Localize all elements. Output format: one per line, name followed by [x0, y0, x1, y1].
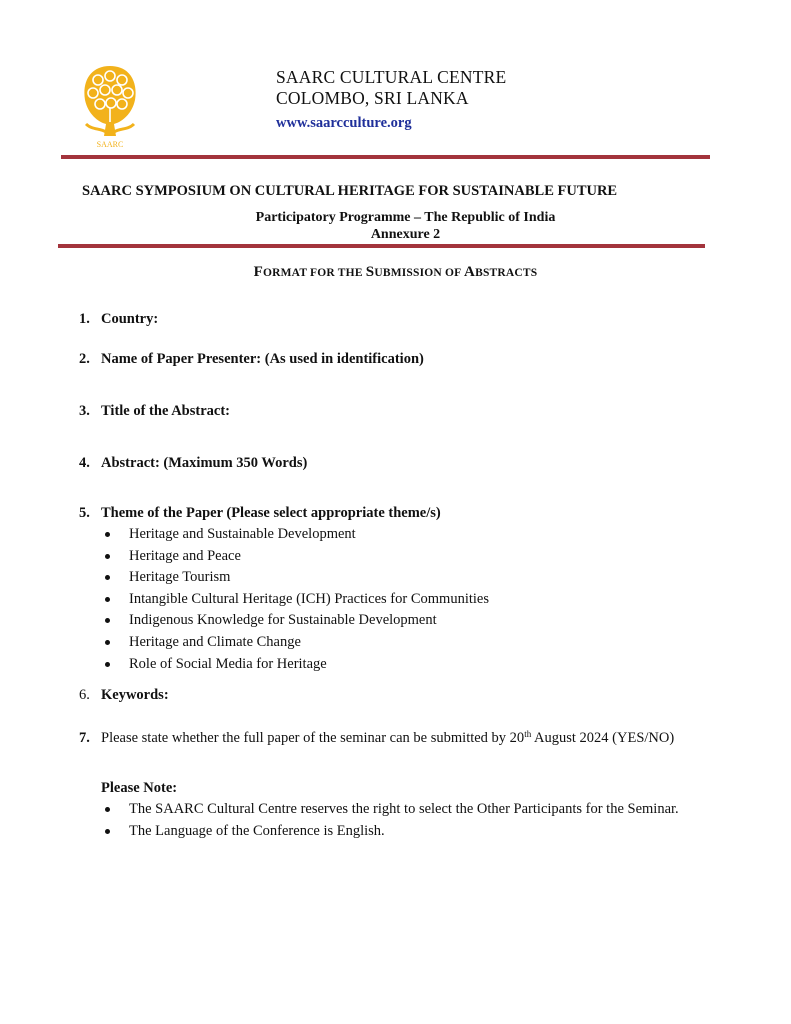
form-item-abstract-title: 3. Title of the Abstract: — [79, 403, 230, 419]
list-item: Heritage and Peace — [103, 546, 489, 568]
document-title: SAARC SYMPOSIUM ON CULTURAL HERITAGE FOR SUSTAINABLE FUTURE — [82, 183, 618, 199]
list-item: Indigenous Knowledge for Sustainable Development — [103, 610, 489, 632]
list-item: Heritage and Sustainable Development — [103, 524, 489, 546]
list-item: Intangible Cultural Heritage (ICH) Practices for Communities — [103, 589, 489, 611]
theme-list — [103, 524, 489, 675]
org-city: COLOMBO, SRI LANKA — [276, 88, 469, 108]
form-item-theme: 5. Theme of the Paper (Please select appropriate theme/s) — [79, 505, 441, 521]
section-heading: FORMAT FOR THE SUBMISSION OF ABSTRACTS — [253, 264, 538, 280]
form-item-abstract: 4. Abstract: (Maximum 350 Words) — [79, 455, 308, 471]
svg-text:SAARC: SAARC — [96, 140, 124, 149]
document-subtitle: Participatory Programme – The Republic of India — [255, 210, 556, 225]
website-link[interactable]: www.saarcculture.org — [276, 115, 412, 131]
list-item: The SAARC Cultural Centre reserves the right to select the Other Participants for the Seminar. — [103, 799, 679, 821]
list-item: Heritage and Climate Change — [103, 632, 489, 654]
note-title: Please Note: — [101, 780, 178, 796]
form-item-presenter-name: 2. Name of Paper Presenter: (As used in identification) — [79, 351, 424, 367]
saarc-tree-emblem-icon — [80, 62, 140, 150]
list-item: Role of Social Media for Heritage — [103, 654, 489, 676]
form-item-full-paper: 7. Please state whether the full paper of the seminar can be submitted by 20th August 2024 (YES/NO) — [79, 729, 675, 746]
saarc-logo — [80, 62, 140, 150]
header-divider — [61, 155, 710, 159]
org-name: SAARC CULTURAL CENTRE — [276, 67, 507, 87]
form-item-keywords: 6. Keywords: — [79, 687, 169, 703]
title-divider — [58, 244, 705, 248]
list-item: Heritage Tourism — [103, 567, 489, 589]
note-list — [103, 799, 679, 842]
form-item-country: 1. Country: — [79, 311, 159, 327]
list-item: The Language of the Conference is English. — [103, 821, 679, 843]
annexure-label: Annexure 2 — [370, 227, 441, 242]
